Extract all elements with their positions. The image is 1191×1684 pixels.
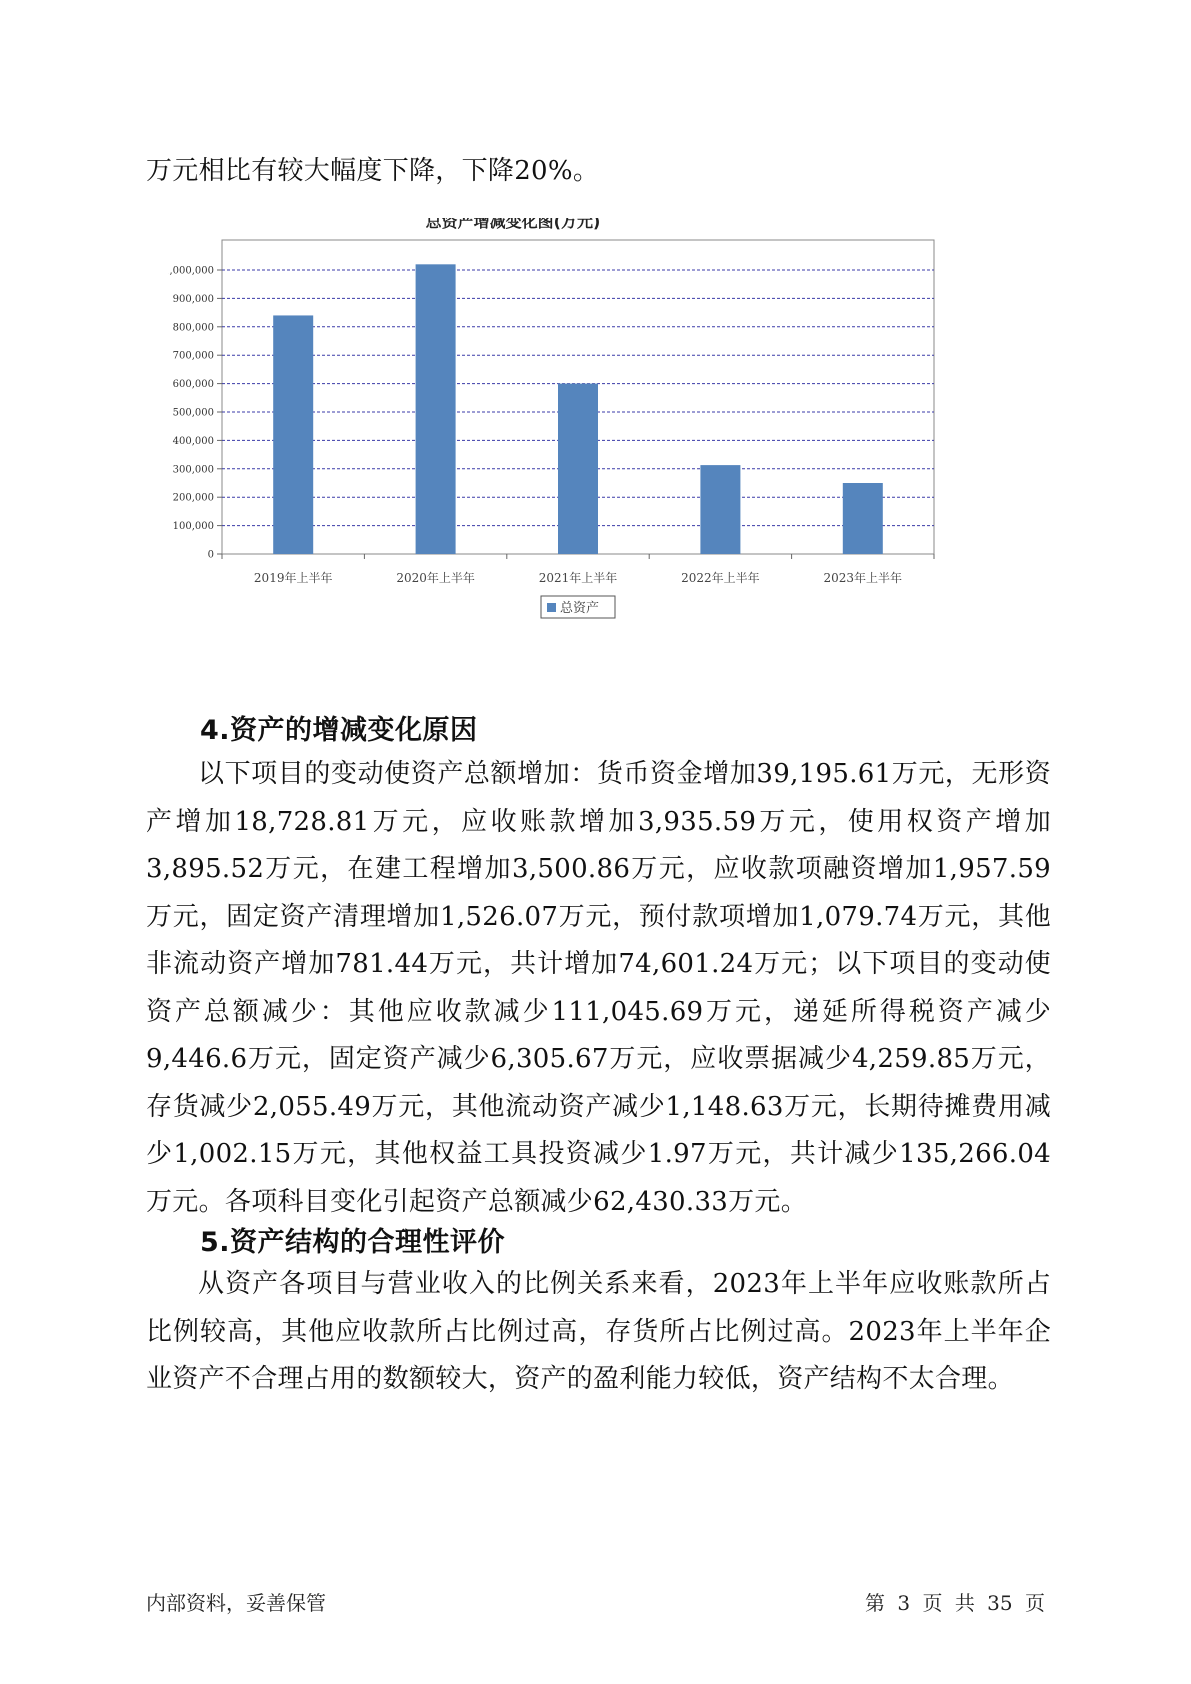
section4-paragraph: 以下项目的变动使资产总额增加：货币资金增加39,195.61万元，无形资产增加18,728.81万元，应收账款增加3,935.59万元，使用权资产增加3,895.52万元，在建工程增加3,500.86万元，应收款项融资增加1,957.59万元，固定资产清理增加1,526.07万元，预付款项增加1,079.74万元，其他非流动资产增加781.44万元，共计增加74,601.24万元；以下项目的变动使资产总额减少：其他应收款减少111,045.69万元，递延所得税资产减少9,446.6万元，固定资产减少6,305.67万元，应收票据减少4,259.85万元，存货减少2,055.49万元，其他流动资产减少1,148.63万元，长期待摊费用减少1,002.15万元，其他权益工具投资减少1.97万元，共计减少135,266.04万元。各项科目变化引起资产总额减少62,430.33万元。 bbox=[146, 759, 1051, 1217]
x-tick-label: 2020年上半年 bbox=[396, 571, 475, 585]
chart-title: 总资产增减变化图(万元) bbox=[425, 218, 601, 231]
total-assets-chart bbox=[168, 218, 1022, 678]
y-tick-label: 1,000,000 bbox=[168, 265, 214, 277]
section5-paragraph: 从资产各项目与营业收入的比例关系来看，2023年上半年应收账款所占比例较高，其他应收款所占比例过高，存货所占比例过高。2023年上半年企业资产不合理占用的数额较大，资产的盈利能力较低，资产结构不太合理。 bbox=[146, 1269, 1051, 1394]
x-tick-label: 2022年上半年 bbox=[681, 571, 760, 585]
y-tick-label: 500,000 bbox=[172, 407, 214, 419]
x-tick-label: 2019年上半年 bbox=[253, 571, 333, 585]
bar bbox=[416, 264, 456, 554]
y-tick-label: 300,000 bbox=[172, 464, 214, 476]
bar bbox=[273, 315, 313, 554]
section5-heading: 5.资产结构的合理性评价 bbox=[200, 1227, 506, 1258]
legend-label: 总资产 bbox=[560, 601, 600, 616]
page-number: 第 3 页 共 35 页 bbox=[865, 1591, 1045, 1615]
y-tick-label: 100,000 bbox=[172, 521, 214, 533]
x-tick-label: 2023年上半年 bbox=[823, 571, 903, 585]
y-tick-label: 800,000 bbox=[172, 322, 214, 334]
bar bbox=[843, 483, 883, 554]
intro-paragraph: 万元相比有较大幅度下降，下降20%。 bbox=[146, 156, 600, 186]
bar bbox=[700, 465, 740, 554]
y-tick-label: 200,000 bbox=[172, 492, 214, 504]
x-tick-label: 2021年上半年 bbox=[538, 571, 618, 585]
y-tick-label: 700,000 bbox=[172, 350, 214, 362]
y-tick-label: 900,000 bbox=[172, 293, 214, 305]
legend-swatch bbox=[547, 603, 556, 612]
footer-left: 内部资料，妥善保管 bbox=[146, 1591, 326, 1615]
section4-heading: 4.资产的增减变化原因 bbox=[200, 715, 478, 746]
plot-area bbox=[168, 240, 934, 618]
y-tick-label: 0 bbox=[207, 549, 214, 561]
y-tick-label: 400,000 bbox=[172, 435, 214, 447]
chart-svg bbox=[168, 218, 1022, 678]
y-tick-label: 600,000 bbox=[172, 379, 214, 391]
bar bbox=[558, 384, 598, 554]
